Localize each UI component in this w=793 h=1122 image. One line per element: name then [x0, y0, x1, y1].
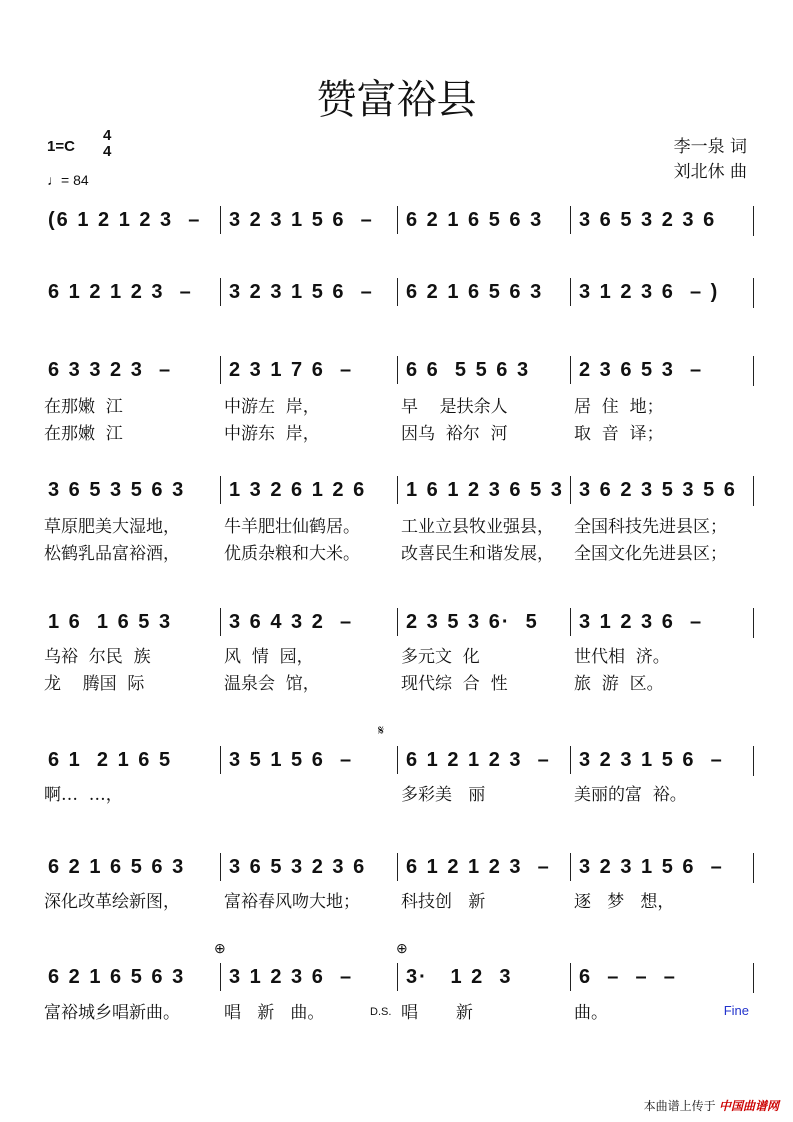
- lyrics-line: [42, 512, 752, 537]
- lyric-segment: 在那嫩 江: [44, 424, 123, 444]
- lyric-segment: 乌裕 尔民 族: [44, 647, 151, 667]
- measure: 2 3 1 7 6 –: [220, 356, 397, 384]
- measure: 1 6 1 6 5 3: [48, 611, 173, 633]
- barline: [753, 356, 755, 386]
- measure: 1 3 2 6 1 2 6: [220, 476, 397, 504]
- measure: 3 1 2 3 6 –: [220, 963, 397, 991]
- lyric-segment: 多元文 化: [401, 647, 480, 667]
- barline: [753, 476, 755, 506]
- lyric-segment: 美丽的富 裕。: [574, 785, 687, 805]
- measure: 3· 1 2 3: [397, 963, 570, 991]
- barline: [753, 206, 755, 236]
- lyrics-line: [42, 669, 752, 694]
- measure: 6 – – –: [570, 963, 750, 991]
- lyric-segment: 多彩美 丽: [401, 785, 486, 805]
- lyric-segment: 旅 游 区。: [574, 674, 664, 694]
- barline: [753, 746, 755, 776]
- measure: 3 6 5 3 5 6 3: [48, 479, 186, 501]
- notation-row: [40, 608, 750, 636]
- lyric-segment: 优质杂粮和大米。: [224, 544, 360, 564]
- lyric-segment: 取 音 译；: [574, 424, 664, 444]
- lyrics-line: [42, 998, 752, 1023]
- lyric-segment: 全国科技先进县区；: [574, 517, 727, 537]
- notation-row: [40, 206, 750, 234]
- lyric-segment: 草原肥美大湿地，: [44, 517, 180, 537]
- footer: [644, 1097, 779, 1114]
- coda-icon: ⊕: [214, 940, 226, 956]
- measure: 6 2 1 6 5 6 3: [48, 856, 186, 878]
- lyric-segment: 科技创 新: [401, 892, 486, 912]
- notation-row: [40, 356, 750, 384]
- lyric-segment: 居 住 地；: [574, 397, 664, 417]
- measure: 3 1 2 3 6 – ): [570, 278, 750, 306]
- measure: 6 1 2 1 2 3 –: [397, 853, 570, 881]
- lyric-segment: 全国文化先进县区；: [574, 544, 727, 564]
- barline: [753, 963, 755, 993]
- measure: 2 3 5 3 6· 5: [397, 608, 570, 636]
- measure: 3 6 2 3 5 3 5 6: [570, 476, 750, 504]
- coda-icon: ⊕: [396, 940, 408, 956]
- key-signature: 1=C: [47, 138, 75, 155]
- measure: 3 2 3 1 5 6 –: [220, 206, 397, 234]
- lyric-segment: 唱 新 曲。: [224, 1003, 325, 1023]
- lyric-segment: 深化改革绘新图，: [44, 892, 180, 912]
- barline: [753, 853, 755, 883]
- measure: 6 6 5 5 6 3: [397, 356, 570, 384]
- lyric-segment: 风 情 园，: [224, 647, 314, 667]
- lyric-segment: 富裕春风吻大地；: [224, 892, 360, 912]
- lyrics-line: [42, 539, 752, 564]
- time-bottom: 4: [103, 143, 112, 160]
- lyric-segment: 中游左 岸，: [224, 397, 320, 417]
- lyric-segment: 温泉会 馆，: [224, 674, 320, 694]
- lyric-segment: 啊… …，: [44, 785, 123, 805]
- measure: 3 2 3 1 5 6 –: [220, 278, 397, 306]
- footer-text: 本曲谱上传于: [643, 1099, 716, 1113]
- lyrics-line: [42, 642, 752, 667]
- composer: 刘北休 曲: [673, 162, 747, 182]
- measure: 6 2 1 6 5 6 3: [397, 278, 570, 306]
- lyric-segment: 改喜民生和谐发展，: [401, 544, 554, 564]
- measure: 6 2 1 6 5 6 3: [48, 966, 186, 988]
- lyric-segment: 在那嫩 江: [44, 397, 123, 417]
- lyric-segment: 牛羊肥壮仙鹤居。: [224, 517, 360, 537]
- measure: 6 1 2 1 6 5: [48, 749, 173, 771]
- lyricist: 李一泉 词: [673, 137, 747, 157]
- lyric-segment: 曲。: [574, 1003, 608, 1023]
- measure: 6 3 3 2 3 –: [48, 359, 173, 381]
- lyric-segment: 龙 腾国 际: [44, 674, 145, 694]
- measure: 3 5 1 5 6 –: [220, 746, 397, 774]
- lyric-segment: 工业立县牧业强县，: [401, 517, 554, 537]
- measure: 2 3 6 5 3 –: [570, 356, 750, 384]
- time-signature: [103, 128, 111, 160]
- measure: 6 2 1 6 5 6 3: [397, 206, 570, 234]
- measure: 3 1 2 3 6 –: [570, 608, 750, 636]
- barline: [753, 608, 755, 638]
- site-logo: 中国曲谱网: [718, 1099, 779, 1113]
- ds-marking: D.S.: [370, 1006, 392, 1018]
- lyric-segment: 中游东 岸，: [224, 424, 320, 444]
- lyric-segment: 世代相 济。: [574, 647, 670, 667]
- lyric-segment: [222, 780, 399, 805]
- measure: 6 1 2 1 2 3 –: [48, 281, 193, 303]
- measure: 3 2 3 1 5 6 –: [570, 746, 750, 774]
- lyric-segment: 松鹤乳品富裕酒，: [44, 544, 180, 564]
- notation-row: [40, 963, 750, 991]
- measure: 6 1 2 1 2 3 –: [397, 746, 570, 774]
- lyrics-line: [42, 392, 752, 417]
- lyrics-line: [42, 419, 752, 444]
- notation-row: [40, 278, 750, 306]
- lyric-segment: 逐 梦 想，: [574, 892, 675, 912]
- tempo-marking: ♩= 84: [47, 172, 89, 188]
- segno-icon: 𝄋: [378, 722, 385, 738]
- notation-row: [40, 853, 750, 881]
- measure: (6 1 2 1 2 3 –: [48, 209, 202, 231]
- lyrics-line: [42, 887, 752, 912]
- lyric-segment: 富裕城乡唱新曲。: [44, 1003, 180, 1023]
- measure: 1 6 1 2 3 6 5 3: [397, 476, 570, 504]
- lyrics-line: [42, 780, 752, 805]
- fine-marking: Fine: [723, 1003, 749, 1018]
- lyric-segment: 因乌 裕尔 河: [401, 424, 508, 444]
- measure: 3 6 5 3 2 3 6: [220, 853, 397, 881]
- barline: [753, 278, 755, 308]
- measure: 3 6 5 3 2 3 6: [570, 206, 750, 234]
- notation-row: [40, 746, 750, 774]
- measure: 3 6 4 3 2 –: [220, 608, 397, 636]
- song-title: 赞富裕县: [316, 77, 477, 123]
- lyric-segment: 唱 新: [401, 1003, 473, 1023]
- measure: 3 2 3 1 5 6 –: [570, 853, 750, 881]
- lyric-segment: 早 是扶余人: [401, 397, 508, 417]
- lyric-segment: 现代综 合 性: [401, 674, 508, 694]
- time-top: 4: [103, 127, 112, 144]
- notation-row: [40, 476, 750, 504]
